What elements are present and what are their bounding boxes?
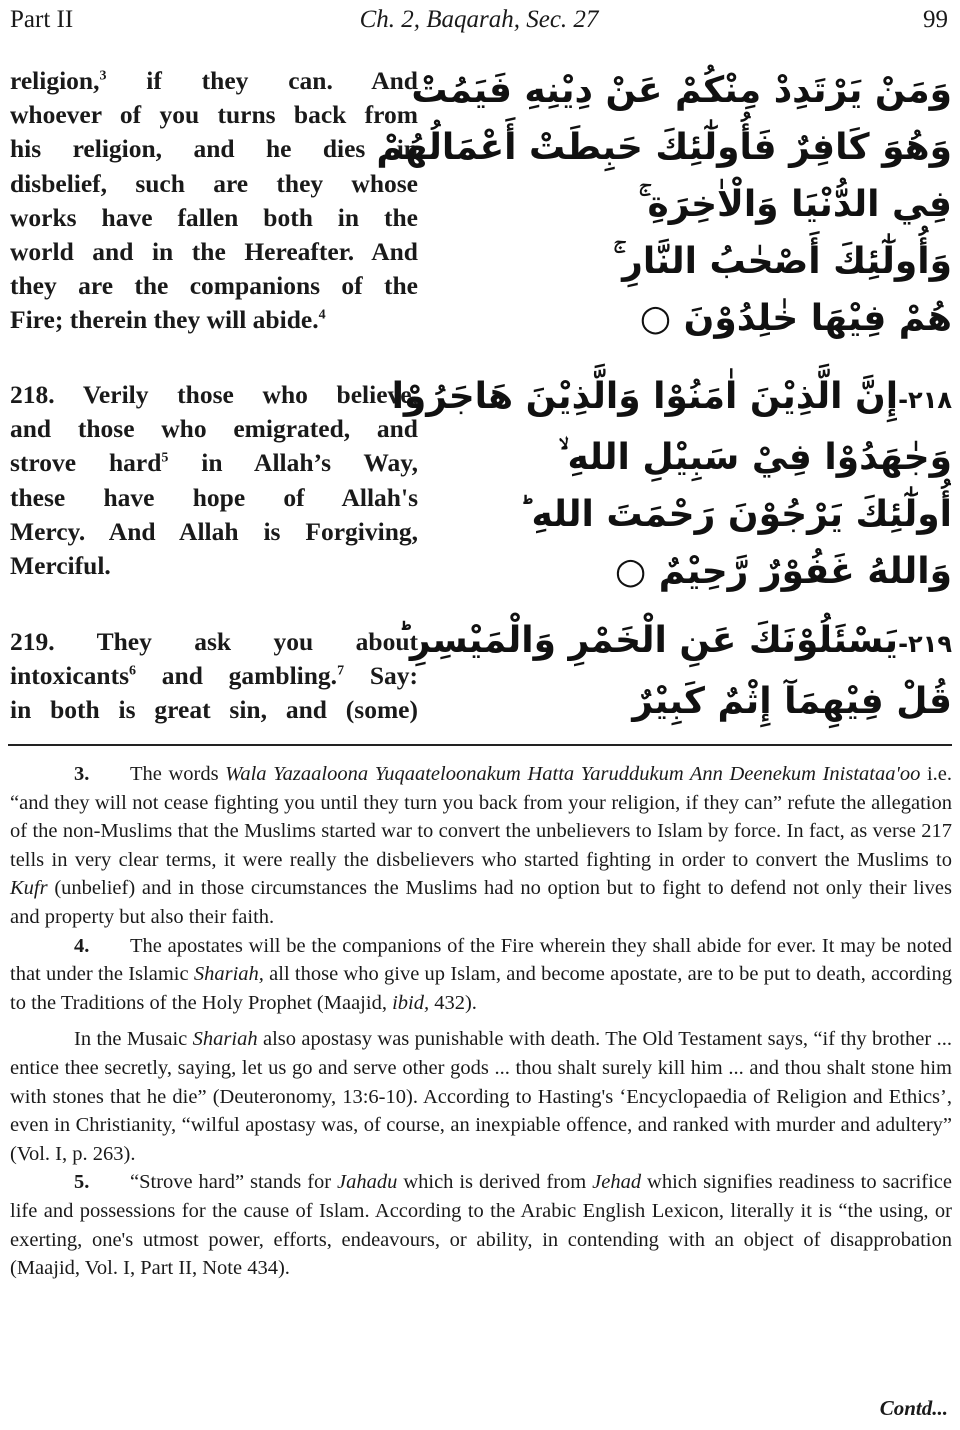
text-line: and those who emigrated, and	[10, 414, 418, 444]
footnote-number: 5.	[74, 1171, 90, 1194]
verse-number-arabic: ٢١٩-	[898, 630, 952, 658]
text-line: Mercy. And Allah is Forgiving,	[10, 516, 418, 546]
footnote-number: 4.	[74, 934, 90, 957]
text-line: in both is great sin, and (some)	[10, 695, 418, 725]
arabic-line: فِي الدُّنْيَا وَالْاٰخِرَةِ ۚ	[638, 184, 952, 225]
page-number: 99	[923, 6, 948, 33]
footnote-5: 5. “Strove hard” stands for Jahadu which is derived from Jehad which signifies readiness to sacrifice life and possessions for the cause of Islam. According to the Arabic English Lexicon, literally it is “the using, or exerting, one's utmost power, efforts, endeavours, or ability, in contending with an object of disapprobation (Maajid, Vol. I, Part II, Note 434).	[10, 1168, 952, 1282]
footnote-4: 4. The apostates will be the companions of the Fire wherein they shall abide for ever. It may be noted that under the Islamic Shariah, all those who give up Islam, and become apostate, are to be put to death, according to the Traditions of the Holy Prophet (Maajid, ibid, 432).	[10, 932, 952, 1018]
text-line: world and in the Hereafter. And	[10, 237, 418, 267]
footnote-ref: 7	[337, 663, 345, 679]
verse-number-arabic: ٢١٨-	[898, 386, 952, 414]
footnote-4-paragraph: In the Musaic Shariah also apostasy was punishable with death. The Old Testament says, “if thy brother ... entice thee secretly, saying, let us go and serve other gods ... thou shalt surely kill him ... and thou shalt stone him with stones that he die” (Deuteronomy, 13:6-10). According to Hasting's ‘Encyclopaedia of Religion and Ethics’, even in Christianity, “wilful apostasy was, of course, an inexpiable offence, and ranked with murder and adultery” (Vol. I, p. 263).	[10, 1028, 952, 1165]
verse-217-arabic	[376, 62, 952, 347]
text-line: Fire; therein they will abide.$^4$	[10, 305, 326, 335]
verse-218-english	[10, 378, 418, 583]
footnote-number: 3.	[74, 763, 90, 785]
text-line: they are the companions of the	[10, 271, 418, 301]
arabic-line: أُولٰٓئِكَ يَرْجُوْنَ رَحْمَتَ اللهِ ؕ	[518, 494, 952, 535]
arabic-line: وَهُوَ كَافِرٌ فَأُولٰٓئِكَ حَبِطَتْ أَعْمَالُهُمْ	[376, 127, 952, 168]
arabic-line: وَمَنْ يَرْتَدِدْ مِنْكُمْ عَنْ دِيْنِهِ فَيَمُتْ	[411, 70, 952, 111]
arabic-line: وَأُولٰٓئِكَ أَصْحٰبُ النَّارِ ۚ	[613, 241, 952, 282]
footnote-ref: 4	[318, 307, 326, 323]
arabic-line: وَجٰهَدُوْا فِيْ سَبِيْلِ اللهِ ۙ	[558, 437, 952, 478]
arabic-line: هُمْ فِيْهَا خٰلِدُوْنَ ○	[639, 298, 952, 339]
text-line: his religion, and he dies in	[10, 134, 418, 164]
footnote-ref: 3	[99, 68, 107, 84]
footnotes	[10, 760, 952, 1283]
verse-219-arabic	[397, 612, 952, 730]
arabic-line: ٢١٨-إِنَّ الَّذِيْنَ اٰمَنُوْا وَالَّذِيْنَ هَاجَرُوْا	[391, 376, 952, 417]
verse-219-english	[10, 625, 418, 728]
text-line: these have hope of Allah's	[10, 482, 418, 512]
text-line: Merciful.	[10, 551, 111, 581]
verse-218-arabic	[391, 368, 952, 600]
text-line: intoxicants$^6$ and gambling.$^7$ Say:	[10, 661, 418, 691]
divider	[8, 744, 952, 746]
arabic-line: وَاللهُ غَفُوْرٌ رَّحِيْمٌ ○	[614, 551, 952, 592]
text-line: disbelief, such are they whose	[10, 168, 418, 198]
chapter-title: Ch. 2, Baqarah, Sec. 27	[359, 6, 599, 33]
footnote-ref: 6	[129, 663, 137, 679]
text-line: 218. Verily those who believe,	[10, 380, 418, 409]
text-line: whoever of you turns back from	[10, 100, 418, 130]
page-header	[10, 6, 948, 36]
continued-label: Contd...	[879, 1396, 948, 1420]
text-line: 219. They ask you about	[10, 627, 418, 656]
footnote-ref: 5	[161, 450, 169, 466]
text-line: works have fallen both in the	[10, 202, 418, 232]
text-line: strove hard$^5$ in Allah’s Way,	[10, 448, 418, 478]
part-label: Part II	[10, 6, 74, 33]
footnote-3: 3. The words Wala Yazaaloona Yuqaateloonakum Hatta Yaruddukum Ann Deenekum Inistataa'oo i.e. “and they will not cease fighting you until they turn you back from your religion, if they can” refute the allegation of the non-Muslims that the Muslims started war to convert the unbelievers to Islam by force. In fact, as verse 217 tells in very clear terms, it were really the disbelievers who started fighting in order to convert the Muslims to Kufr (unbelief) and in those circumstances the Muslims had no option but to fight to defend not only their lives and property but also their faith.	[10, 760, 952, 932]
verse-217-english	[10, 64, 418, 338]
arabic-line: قُلْ فِيْهِمَآ إِثْمٌ كَبِيْرٌ	[632, 681, 952, 722]
arabic-line: ٢١٩-يَسْئَلُوْنَكَ عَنِ الْخَمْرِ وَالْمَيْسِرِ ؕ	[397, 620, 952, 661]
text-line: religion,$^3$ if they can. And	[10, 66, 418, 95]
